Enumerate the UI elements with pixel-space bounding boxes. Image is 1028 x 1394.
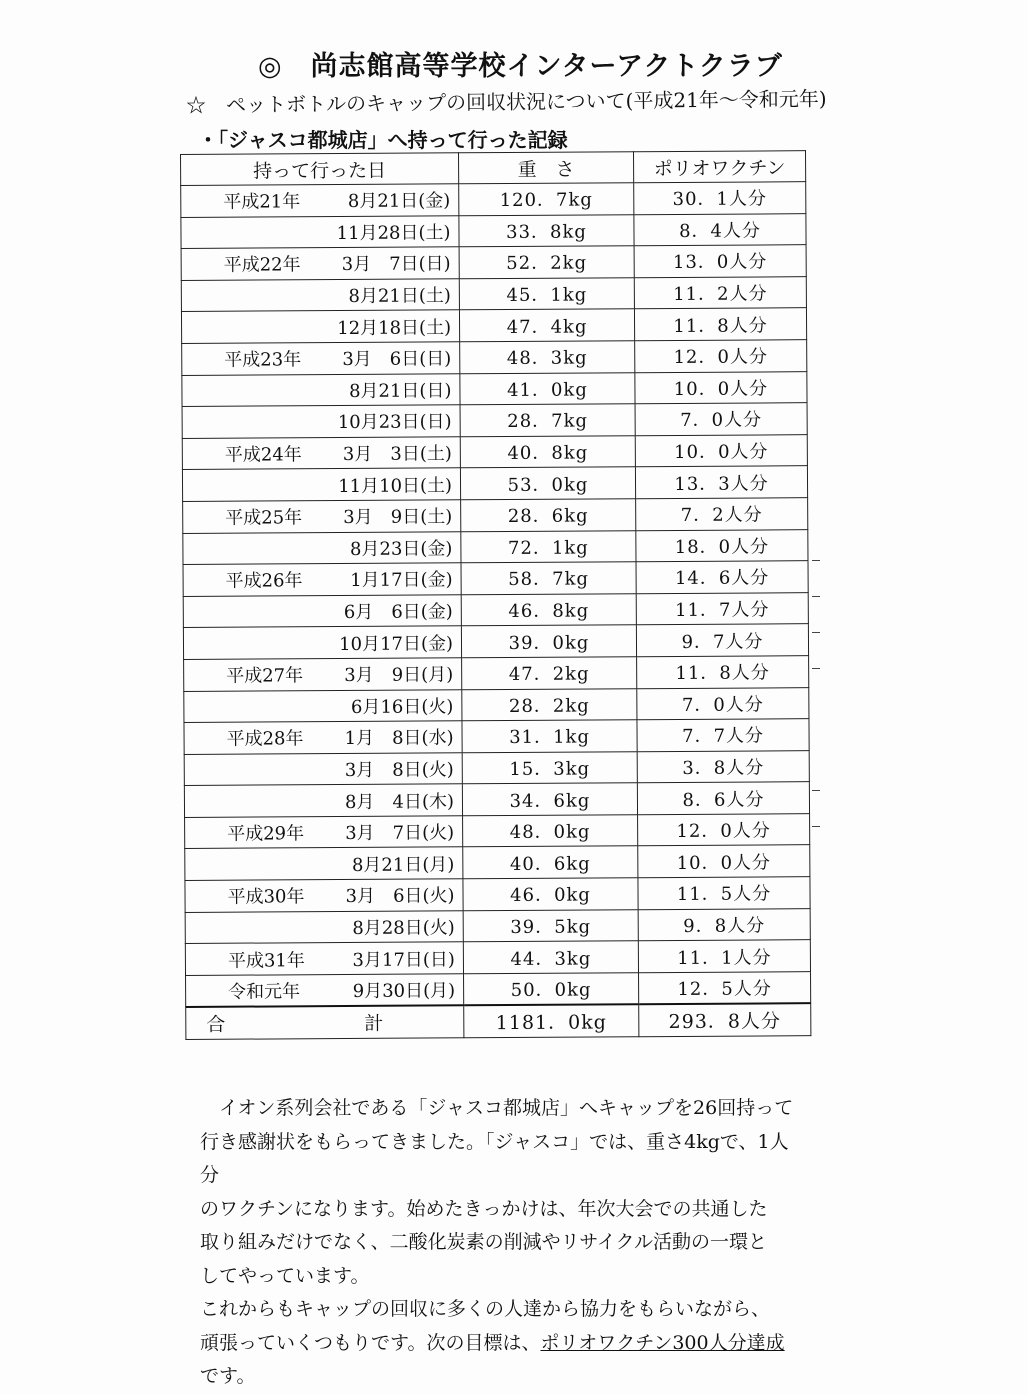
cell-year: 平成23年 [224,349,302,371]
cell-date [184,658,462,691]
scan-mark [812,560,820,561]
header-polio-vaccine: ポリオワクチン [633,151,805,183]
cell-day: 3月 8日(火) [344,759,454,781]
cell-weight: 45．1kg [459,278,634,311]
cell-day: 1月17日(金) [350,569,453,592]
cell-weight: 39．5kg [463,909,638,942]
body-line: のワクチンになります。始めたきっかけは、年次大会での共通した [200,1197,768,1220]
cell-weight: 48．3kg [460,341,635,374]
cell-weight: 50．0kg [464,973,639,1006]
cell-year: 平成30年 [227,886,305,909]
cell-weight: 48．0kg [463,815,638,848]
cell-year: 平成26年 [225,570,303,593]
cell-weight: 47．4kg [459,309,634,342]
cell-polio: 11．8人分 [637,656,809,689]
cell-year: 平成25年 [225,507,303,529]
table-row [185,814,810,849]
cell-day: 8月21日(月) [351,854,455,876]
cell-weight: 44．3kg [463,941,638,974]
body-text [200,1092,800,1394]
table-row [183,529,808,564]
table-row [181,308,806,343]
cell-day: 11月10日(土) [338,474,453,497]
cell-polio: 11．8人分 [634,308,806,341]
cell-weight: 120．7kg [459,183,634,216]
table-row [183,592,808,627]
cell-day: 8月28日(火) [352,917,455,939]
cell-date [181,310,459,343]
cell-date [185,847,463,880]
cell-polio: 8．4人分 [634,213,806,246]
total-label: 合 計 [186,1006,464,1040]
scan-mark [812,790,820,791]
table-row [184,687,809,722]
cell-weight: 28．2kg [462,688,637,721]
collection-records-table [180,150,811,1040]
cell-day: 12月18日(土) [337,317,452,339]
total-polio: 293．8人分 [639,1004,811,1037]
cell-day: 8月23日(金) [349,538,453,560]
cell-polio: 12．0人分 [635,340,807,373]
cell-date [183,531,461,564]
header-date: 持って行った日 [181,153,459,186]
body-line: 行き感謝状をもらってきました。「ジャスコ」では、重さ4kgで、1人分 [200,1130,789,1186]
cell-polio: 3．8人分 [637,750,809,783]
cell-year: 平成22年 [223,254,301,277]
cell-day: 6月16日(火) [350,696,454,718]
table-row [184,782,809,817]
cell-polio: 10．0人分 [635,434,807,467]
section-heading: ・「ジャスコ都城店」へ持って行った記録 [198,128,568,152]
cell-year: 平成24年 [224,444,302,466]
table-row [181,213,806,248]
cell-weight: 34．6kg [462,783,637,816]
cell-date [182,373,460,406]
cell-year: 令和元年 [228,981,301,1003]
table-total-row [186,1004,811,1040]
table-row [186,972,811,1008]
cell-date [183,563,461,596]
cell-polio: 7．2人分 [636,498,808,531]
cell-year: 平成29年 [227,823,305,845]
cell-weight: 39．0kg [461,625,636,658]
cell-polio: 8．6人分 [637,782,809,815]
cell-weight: 46．8kg [461,593,636,626]
cell-date [184,784,462,817]
cell-day: 3月 9日(土) [343,506,453,529]
table-row [181,245,806,280]
scan-mark [812,668,820,669]
cell-year: 平成31年 [227,949,305,972]
cell-year: 平成28年 [226,728,304,751]
cell-weight: 52．2kg [459,246,634,279]
cell-day: 3月17日(日) [352,948,455,971]
cell-day: 11月28日(土) [336,222,451,244]
cell-weight: 40．6kg [463,846,638,879]
cell-date [181,247,459,280]
cell-date [183,626,461,659]
table-header-row [181,151,806,186]
table-row [183,498,808,533]
cell-date [181,215,459,248]
scan-mark [812,596,820,597]
cell-date [181,279,459,312]
cell-date [182,468,460,501]
table-row [181,182,806,217]
cell-date [182,405,460,438]
table-row [182,466,807,501]
cell-day: 8月21日(土) [348,285,451,308]
cell-day: 8月 4日(木) [344,790,455,813]
cell-day: 8月21日(日) [348,380,452,402]
body-line: です。 [200,1365,256,1387]
document-subtitle: ☆ ペットボトルのキャップの回収状況について(平成21年～令和元年) [185,86,827,118]
cell-weight: 41．0kg [460,372,635,405]
cell-polio: 11．2人分 [634,276,806,309]
table-row [183,561,808,596]
scan-mark [812,826,820,827]
cell-year: 平成21年 [223,191,301,214]
cell-polio: 7．0人分 [635,403,807,436]
cell-date [182,437,460,470]
cell-day: 3月 6日(火) [345,885,455,908]
document-title: ◎ 尚志館高等学校インターアクトクラブ [258,51,783,82]
cell-weight: 46．0kg [463,878,638,911]
cell-polio: 13．0人分 [634,245,806,278]
cell-polio: 14．6人分 [636,561,808,594]
cell-polio: 12．5人分 [639,972,811,1005]
cell-date [186,974,464,1008]
table-row [185,845,810,880]
cell-polio: 9．7人分 [636,624,808,657]
table-row [185,877,810,912]
cell-polio: 10．0人分 [635,371,807,404]
cell-polio: 9．8人分 [638,908,810,941]
cell-weight: 58．7kg [461,562,636,595]
cell-weight: 15．3kg [462,751,637,784]
table-row [184,750,809,785]
cell-date [184,689,462,722]
cell-day: 3月 9日(月) [344,664,454,687]
goal-text: ポリオワクチン300人分達成 [540,1331,785,1354]
cell-polio: 18．0人分 [636,529,808,562]
cell-day: 3月 7日(火) [345,822,455,845]
table-row [184,656,809,691]
cell-day: 6月 6日(金) [343,601,453,624]
cell-weight: 40．8kg [460,435,635,468]
cell-polio: 13．3人分 [635,466,807,499]
table-row [182,434,807,469]
scan-mark [812,632,820,633]
cell-polio: 11．7人分 [636,592,808,625]
cell-weight: 31．1kg [462,720,637,753]
cell-day: 9月30日(月) [352,980,456,1003]
table-row [183,624,808,659]
cell-date [181,184,459,217]
cell-polio: 11．5人分 [638,877,810,910]
cell-day: 10月23日(日) [337,411,452,434]
cell-day: 3月 6日(日) [342,348,452,371]
cell-date [183,595,461,628]
table-row [182,371,807,406]
body-line: これからもキャップの回収に多くの人達から協力をもらいながら、 [200,1298,771,1320]
cell-polio: 7．0人分 [637,687,809,720]
cell-weight: 28．7kg [460,404,635,437]
cell-day: 10月17日(金) [339,632,454,655]
cell-polio: 10．0人分 [638,845,810,878]
body-line: イオン系列会社である「ジャスコ都城店」へキャップを26回持って [219,1097,794,1119]
header-weight: 重 さ [458,152,633,184]
cell-date [184,721,462,754]
body-line: 取り組みだけでなく、二酸化炭素の削減やリサイクル活動の一環と [200,1231,767,1253]
body-line [200,1327,800,1361]
body-line-prefix: 頑張っていくつもりです。次の目標は、 [200,1331,541,1354]
cell-date [185,910,463,943]
cell-polio: 7．7人分 [637,719,809,752]
table-row [185,908,810,943]
cell-day: 8月21日(金) [347,190,451,213]
cell-date [185,816,463,849]
cell-date [183,500,461,533]
cell-polio: 30．1人分 [634,182,806,215]
cell-date [185,879,463,912]
cell-day: 1月 8日(水) [344,727,454,750]
cell-day: 3月 7日(日) [341,253,451,276]
cell-date [185,942,463,975]
cell-weight: 28．6kg [461,499,636,532]
cell-date [182,342,460,375]
cell-weight: 72．1kg [461,530,636,563]
table-row [181,276,806,311]
table-row [185,940,810,975]
table-row [184,719,809,754]
cell-polio: 11．1人分 [638,940,810,973]
table-row [182,340,807,375]
total-weight: 1181．0kg [464,1005,639,1038]
cell-year: 平成27年 [226,665,304,687]
cell-weight: 33．8kg [459,214,634,247]
body-line: してやっています。 [200,1264,370,1287]
cell-weight: 47．2kg [462,657,637,690]
cell-weight: 53．0kg [460,467,635,500]
cell-date [184,752,462,785]
cell-polio: 12．0人分 [638,814,810,847]
table-row [182,403,807,438]
cell-day: 3月 3日(土) [342,443,452,466]
